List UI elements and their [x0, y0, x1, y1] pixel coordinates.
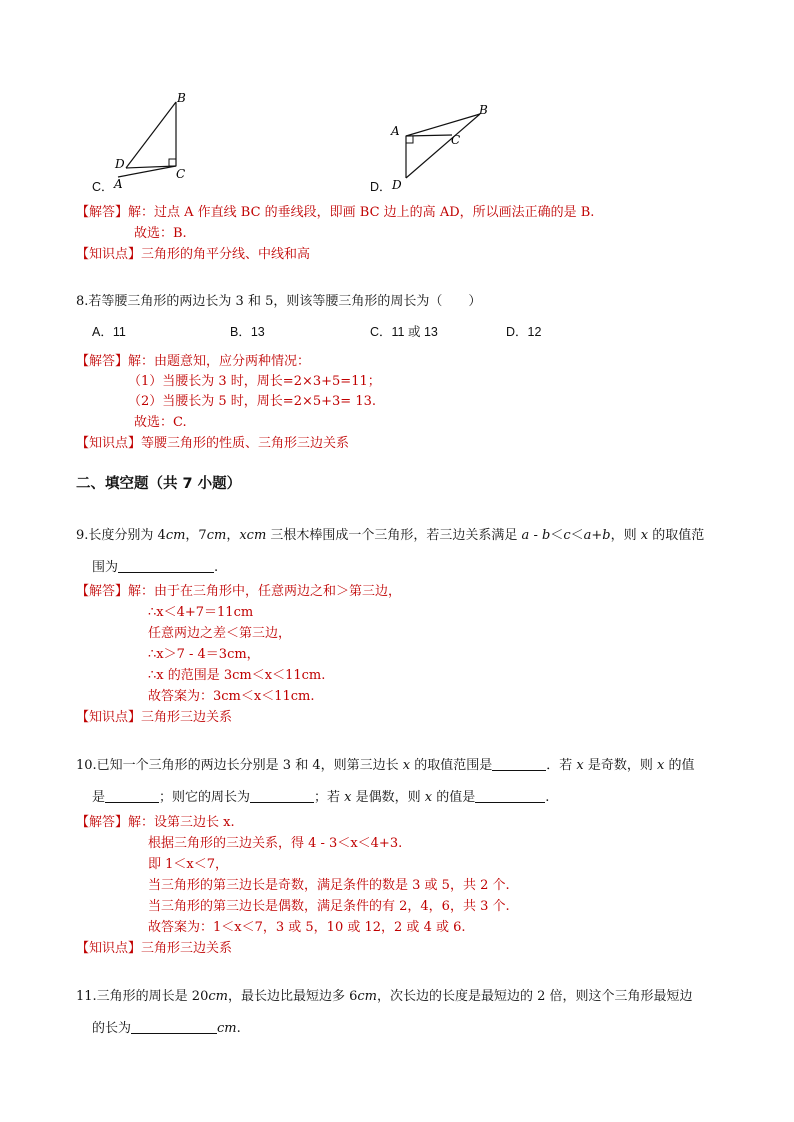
- section-title: 二、填空题（共 7 小题）: [76, 476, 242, 492]
- q10-knowledge-point: [76, 937, 232, 956]
- answer-tag: 【解答】: [76, 584, 129, 599]
- q8-option-c: C．11 或 13: [370, 325, 438, 339]
- q7-answer-line1: [76, 201, 594, 220]
- q9-answer-line3: 任意两边之差＜第三边，: [148, 626, 292, 641]
- kp-text: 等腰三角形的性质、三角形三边关系: [141, 436, 350, 451]
- q10-answer-line1: [76, 811, 235, 830]
- figure-option-c: [112, 90, 192, 190]
- label-d: D: [392, 178, 402, 192]
- kp-tag: 【知识点】: [76, 941, 142, 956]
- label-d: D: [115, 157, 125, 171]
- q9-answer-line6: 故答案为：3cm＜x＜11cm.: [148, 689, 315, 704]
- q10-stem-line2: 是 ；则它的周长为 ；若 x 是偶数，则 x 的值是 .: [92, 790, 550, 805]
- q8-answer-line1: [76, 350, 310, 369]
- answer-text: 解：由题意知，应分两种情况：: [128, 354, 311, 369]
- q8-knowledge-point: [76, 432, 349, 451]
- kp-tag: 【知识点】: [76, 436, 142, 451]
- kp-text: 三角形三边关系: [141, 710, 233, 725]
- q10-answer-line5: 当三角形的第三边长是偶数，满足条件的有 2，4，6，共 3 个.: [148, 899, 510, 914]
- q8-stem: 8.若等腰三角形的两边长为 3 和 5，则该等腰三角形的周长为（ ）: [76, 294, 482, 309]
- q8-answer-line4: 故选：C.: [134, 415, 187, 430]
- answer-text: 解：设第三边长 x.: [128, 815, 235, 830]
- q8-answer-line3: （2）当腰长为 5 时，周长=2×5+3= 13.: [128, 394, 376, 409]
- answer-text: 解：由于在三角形中，任意两边之和＞第三边，: [128, 584, 402, 599]
- range-blank[interactable]: [492, 756, 546, 771]
- label-a: A: [391, 124, 400, 138]
- answer-tag: 【解答】: [76, 815, 129, 830]
- q9-answer-line2: ∴x＜4+7＝11cm: [148, 605, 254, 620]
- even-value-blank[interactable]: [475, 788, 545, 803]
- label-c: C: [451, 133, 461, 147]
- odd-value-blank[interactable]: [105, 788, 159, 803]
- label-a: A: [114, 177, 123, 190]
- q9-answer-line1: [76, 580, 401, 599]
- answer-tag: 【解答】: [76, 354, 129, 369]
- kp-text: 三角形的角平分线、中线和高: [141, 247, 311, 262]
- q10-answer-line6: 故答案为：1＜x＜7，3 或 5，10 或 12，2 或 4 或 6.: [148, 920, 466, 935]
- q7-knowledge-point: [76, 243, 310, 262]
- q8-answer-line2: （1）当腰长为 3 时，周长=2×3+5=11；: [128, 374, 381, 389]
- q10-answer-line3: 即 1＜x＜7，: [148, 857, 229, 872]
- kp-tag: 【知识点】: [76, 247, 142, 262]
- option-d-label: D．: [370, 180, 392, 194]
- q9-stem-line1: 9.长度分别为 4cm，7cm，xcm 三根木棒围成一个三角形，若三边关系满足 a - b＜c＜a+b，则 x 的取值范: [76, 528, 705, 543]
- answer-blank[interactable]: [131, 1019, 217, 1034]
- answer-tag: 【解答】: [76, 205, 129, 220]
- q9-answer-line5: ∴x 的范围是 3cm＜x＜11cm.: [148, 668, 326, 683]
- q10-stem-line1: 10.已知一个三角形的两边长分别是 3 和 4，则第三边长 x 的取值范围是 ．若 x 是奇数，则 x 的值: [76, 758, 695, 773]
- answer-blank[interactable]: [118, 558, 214, 573]
- label-b: B: [177, 91, 186, 105]
- kp-text: 三角形三边关系: [141, 941, 233, 956]
- label-b: B: [479, 103, 488, 117]
- perimeter-blank[interactable]: [250, 788, 314, 803]
- q11-stem-line1: 11.三角形的周长是 20cm，最长边比最短边多 6cm，次长边的长度是最短边的 2 倍，则这个三角形最短边: [76, 989, 693, 1004]
- q8-option-b: B．13: [230, 325, 265, 339]
- q10-answer-line2: 根据三角形的三边关系，得 4 - 3＜x＜4+3.: [148, 836, 403, 851]
- option-c-label: C．: [92, 180, 114, 194]
- figure-option-d: [386, 100, 496, 192]
- q7-answer-line2: 故选：B.: [134, 226, 187, 241]
- q9-stem-line2: 围为 .: [92, 560, 219, 575]
- kp-tag: 【知识点】: [76, 710, 142, 725]
- q8-option-d: D．12: [506, 325, 542, 339]
- q11-stem-line2: 的长为 cm.: [92, 1021, 241, 1036]
- answer-text: 解：过点 A 作直线 BC 的垂线段，即画 BC 边上的高 AD，所以画法正确的是 B.: [128, 205, 595, 220]
- q10-answer-line4: 当三角形的第三边长是奇数，满足条件的数是 3 或 5，共 2 个.: [148, 878, 510, 893]
- label-c: C: [176, 167, 186, 181]
- q9-answer-line4: ∴x＞7 - 4＝3cm，: [148, 647, 260, 662]
- q9-knowledge-point: [76, 706, 232, 725]
- q8-option-a: A．11: [92, 325, 126, 339]
